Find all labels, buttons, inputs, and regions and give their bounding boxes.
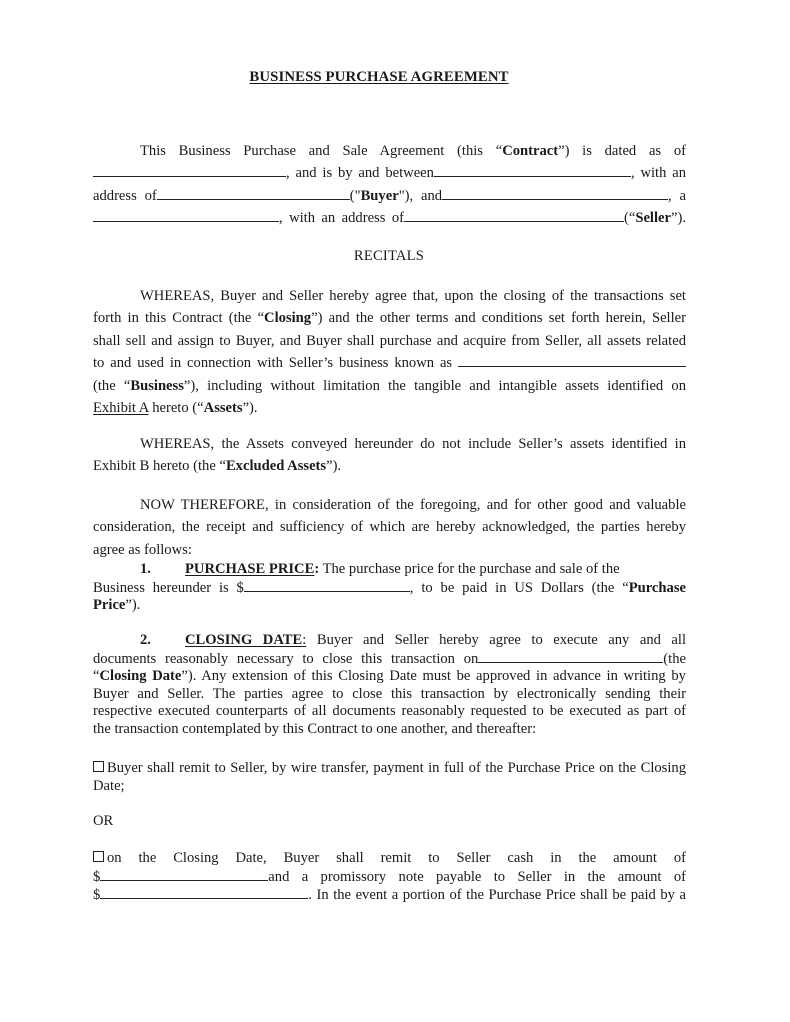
- closing-date-term: Closing Date: [99, 668, 182, 685]
- section-1-number: 1.: [140, 561, 151, 577]
- buyer-term: Buyer: [360, 187, 399, 204]
- section-2-heading: CLOSING DATE: [185, 632, 303, 648]
- seller-address-blank-field[interactable]: [404, 209, 624, 222]
- section-2-number: 2.: [140, 632, 151, 648]
- payment-option-wire-transfer: Buyer shall remit to Seller, by wire transfer, payment in full of the Purchase Price on the Closing Date;: [93, 760, 686, 794]
- exhibit-a-reference: Exhibit A: [93, 400, 149, 417]
- seller-name-blank-field[interactable]: [442, 187, 668, 200]
- recital-2-paragraph: WHEREAS, the Assets conveyed hereunder do not include Seller’s assets identified in Exhibit B hereto (the “Excluded Assets”).: [93, 436, 686, 475]
- purchase-price-blank-field[interactable]: [244, 579, 410, 592]
- wire-transfer-checkbox[interactable]: [93, 761, 104, 772]
- section-2-closing-date: 2. CLOSING DATE: Buyer and Seller hereby agree to execute any and all documents reasonably necessary to close this transaction on (the “Closing Date”). Any extension of this Closing Date must be approved in advance in writing by Buyer and Seller. The parties agree to close this transaction by electronically sending their respective executed counterparts of all documents reasonably requested to be executed as part of the transaction contemplated by this Contract to one another, and thereafter:: [93, 632, 687, 737]
- buyer-address-blank-field[interactable]: [157, 187, 350, 200]
- or-label: OR: [93, 813, 114, 829]
- business-term: Business: [130, 377, 184, 394]
- now-therefore-paragraph: NOW THEREFORE, in consideration of the foregoing, and for other good and valuable consideration, the receipt and sufficiency of which are hereby acknowledged, the parties hereby agree as follows:: [93, 497, 686, 558]
- seller-term: Seller: [635, 210, 671, 227]
- cash-amount-blank-field[interactable]: [100, 868, 268, 881]
- buyer-name-blank-field[interactable]: [434, 164, 631, 177]
- closing-term: Closing: [264, 310, 312, 327]
- section-1-heading: PURCHASE PRICE: [185, 561, 315, 577]
- promissory-note-amount-blank-field[interactable]: [100, 886, 308, 899]
- assets-term: Assets: [203, 400, 243, 417]
- section-1-purchase-price: 1. PURCHASE PRICE: The purchase price for the purchase and sale of the Business hereunder is $ , to be paid in US Dollars (the “Purchase Price”).: [93, 561, 686, 614]
- purchase-price-term: Purchase: [628, 579, 686, 596]
- recitals-heading: RECITALS: [353, 248, 425, 264]
- recital-1-paragraph: WHEREAS, Buyer and Seller hereby agree that, upon the closing of the transactions set forth in this Contract (the “Closing”) and the other terms and conditions set forth herein, Seller shall sell and assign to Buyer, and Buyer shall purchase and acquire from Seller, all assets related to and used in connection with Seller’s business known as (the “Business”), including without limitation the tangible and intangible assets identified on Exhibit A hereto (“Assets”).: [93, 288, 686, 417]
- document-title: BUSINESS PURCHASE AGREEMENT: [249, 69, 509, 85]
- seller-type-blank-field[interactable]: [93, 209, 279, 222]
- business-name-blank-field[interactable]: [458, 354, 686, 367]
- contract-term: Contract: [502, 143, 559, 159]
- excluded-assets-term: Excluded Assets: [225, 458, 327, 475]
- intro-paragraph: This Business Purchase and Sale Agreement (this “Contract”) is dated as of , and is by and between , with an address of ("Buyer"), and , a , with an address of (“Seller”).: [93, 143, 687, 227]
- payment-option-cash-and-note: on the Closing Date, Buyer shall remit to Seller cash in the amount of $ and a promissory note payable to Seller in the amount of $ . In the event a portion of the Purchase Price shall be paid by a: [93, 850, 686, 904]
- cash-and-note-checkbox[interactable]: [93, 851, 104, 862]
- closing-date-blank-field[interactable]: [478, 650, 663, 663]
- date-blank-field[interactable]: [93, 164, 286, 177]
